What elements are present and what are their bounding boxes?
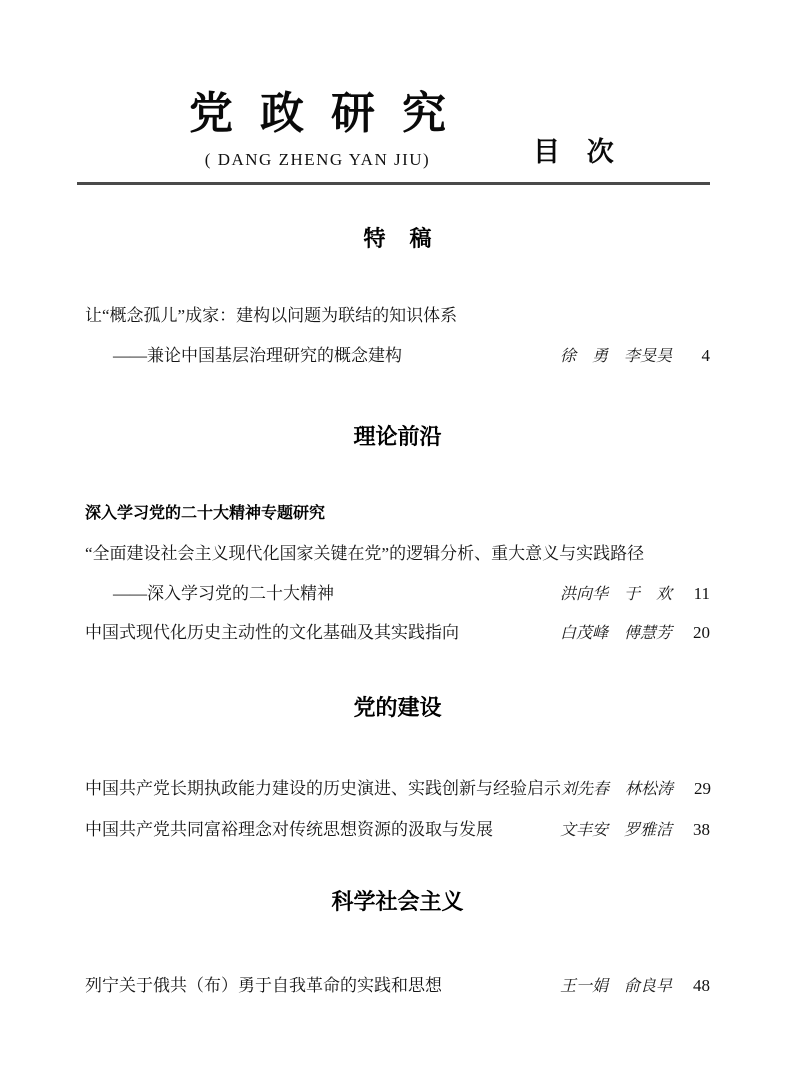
article-subtitle: ——深入学习党的二十大精神 xyxy=(113,584,334,603)
article-authors: 徐 勇 李旻昊 xyxy=(559,348,672,365)
article-subtitle: ——兼论中国基层治理研究的概念建构 xyxy=(113,346,402,365)
article-authors: 刘先春 林松涛 xyxy=(561,781,674,798)
article-authors: 王一娟 俞良早 xyxy=(559,978,672,995)
article-page-number: 11 xyxy=(693,584,710,603)
article-page-number: 4 xyxy=(701,346,710,365)
article-title: 列宁关于俄共（布）勇于自我革命的实践和思想 xyxy=(85,976,442,995)
toc-entry xyxy=(85,778,710,801)
section-heading-theory: 理论前沿 xyxy=(353,424,442,449)
article-authors: 文丰安 罗雅洁 xyxy=(559,822,672,839)
article-page-number: 38 xyxy=(693,820,710,839)
article-title: “全面建设社会主义现代化国家关键在党”的逻辑分析、重大意义与实践路径 xyxy=(85,544,645,563)
toc-entry xyxy=(85,622,710,645)
toc-entry xyxy=(85,975,710,998)
article-title: 中国式现代化历史主动性的文化基础及其实践指向 xyxy=(85,623,459,642)
article-authors: 白茂峰 傅慧芳 xyxy=(559,625,672,642)
contents-label: 目 次 xyxy=(533,137,614,167)
section-heading-scientific-socialism: 科学社会主义 xyxy=(331,889,464,914)
page-content xyxy=(85,0,710,998)
toc-entry xyxy=(85,345,710,368)
section-heading-party-building: 党的建设 xyxy=(353,695,442,720)
header-divider xyxy=(77,182,710,185)
toc-entry xyxy=(85,543,710,565)
article-page-number: 20 xyxy=(693,623,710,642)
article-authors: 洪向华 于 欢 xyxy=(559,586,672,603)
toc-entry xyxy=(85,819,710,842)
topic-label: 深入学习党的二十大精神专题研究 xyxy=(85,505,326,522)
article-title: 中国共产党长期执政能力建设的历史演进、实践创新与经验启示 xyxy=(85,779,561,798)
journal-header xyxy=(85,0,710,185)
journal-pinyin: ( DANG ZHENG YAN JIU) xyxy=(204,150,431,169)
article-page-number: 29 xyxy=(694,779,712,798)
toc-entry xyxy=(85,583,710,606)
toc-entry xyxy=(85,305,710,327)
article-title: 让“概念孤儿”成家：建构以问题为联结的知识体系 xyxy=(85,306,458,325)
journal-title: 党 政 研 究 xyxy=(189,89,446,138)
article-page-number: 48 xyxy=(693,976,710,995)
article-title: 中国共产党共同富裕理念对传统思想资源的汲取与发展 xyxy=(85,820,493,839)
section-heading-special: 特 稿 xyxy=(363,226,432,251)
